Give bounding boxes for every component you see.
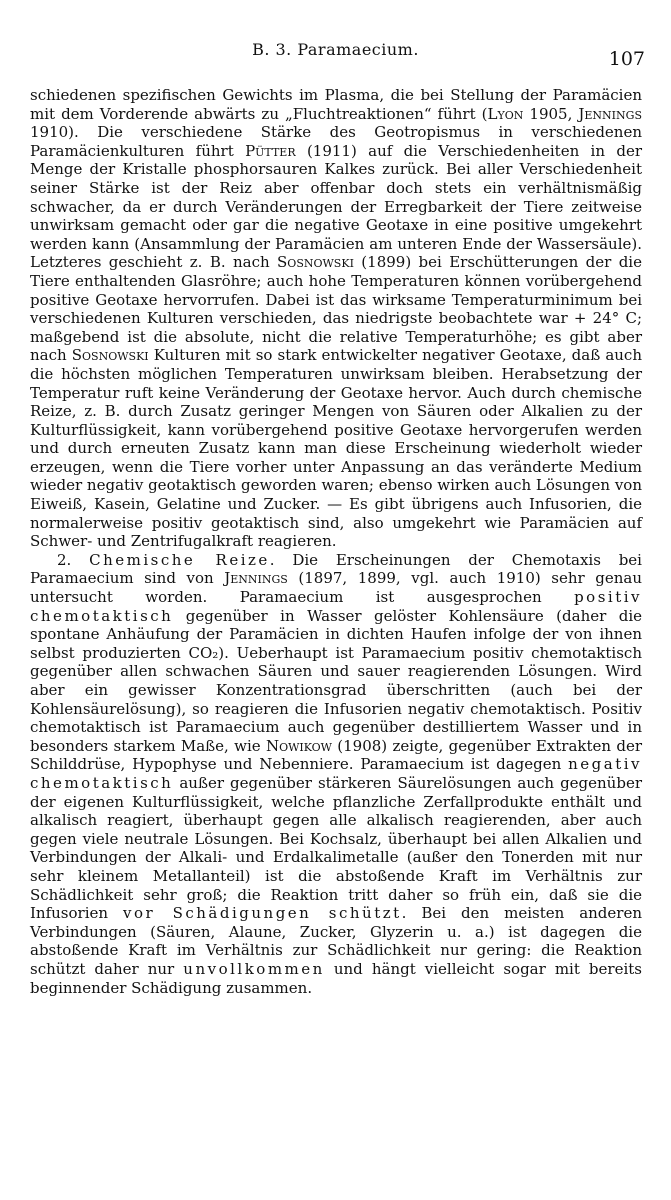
text-run: schiedenen spezifischen Gewichts im Plasma, die bei Stellung der Paramäcien mit dem Vorderende abwärts zu „Fluchtreaktionen“ führt ( [30,86,642,123]
author-name: Sosnowski [71,346,149,365]
paragraph [30,86,642,551]
text-run: 1905, [523,104,579,123]
text-run: und hängt vielleicht sogar mit bereits beginnender Schädigung zusammen. [30,959,642,997]
paragraph [30,551,642,997]
spaced-emphasis: Chemische Reize [89,550,270,569]
author-name: Jennings [224,569,288,588]
spaced-emphasis: positiv chemotaktisch [30,588,642,625]
author-name: Lyon [487,104,524,123]
text-run: (1897, 1899, vgl. auch 1910) sehr genau untersucht worden. Paramaecium ist ausgesprochen [30,569,642,607]
text-run: Kulturen mit so stark entwickelter negativer Geotaxe, daß auch die höchsten möglichen Temperaturen unwirksam bleiben. Herabsetzung der Temperatur ruft keine Veränderung der Geotaxe hervor. Auch durch chemische Reize, z. B. durch Zusatz geringer Mengen von Säuren oder Alkalien zu der Kulturflüssigkeit, kann vorübergehend positive Geotaxe hervorgerufen werden und durch erneuten Zusatz kann man diese Erscheinung wiederholt wieder erzeugen, wenn die Tiere vorher unter Anpassung an das veränderte Medium wieder negativ geotaktisch geworden waren; ebenso wirken auch Lösungen von Eiweiß, Kasein, Gelatine und Zucker. — Es gibt übrigens auch Infusorien, die normalerweise positiv geotaktisch sind, also umgekehrt wie Paramäcien auf Schwer- und Zentrifugalkraft reagieren. [30,346,642,551]
author-name: Jennings [578,104,642,123]
text-run: (1908) zeigte, gegenüber Extrakten der Schilddrüse, Hypophyse und Nebenniere. Paramaecium ist dagegen [30,736,643,774]
text-run: gegenüber in Wasser gelöster Kohlensäure (daher die spontane Anhäufung der Paramäcien in dichten Haufen infolge der von ihnen selbst produzierten CO₂). Ueberhaupt ist Paramaecium positiv chemotaktisch gegenüber allen schwachen Säuren und sauer reagierenden Lösungen. Wird aber ein gewisser Konzentrationsgrad überschritten (auch bei der Kohlensäurelösung), so reagieren die Infusorien negativ chemotaktisch. Positiv chemotaktisch ist Paramaecium auch gegenüber destilliertem Wasser und in besonders starkem Maße, wie [30,606,642,755]
body-text [30,86,642,997]
page-number: 107 [608,48,645,70]
text-run: . Die Erscheinungen der Chemotaxis bei Paramaecium sind von [30,550,642,588]
text-run: 2. [57,550,90,569]
text-run: 1910). Die verschiedene Stärke des Geotropismus in verschiedenen Paramäcienkulturen führt [30,123,642,160]
text-run: außer gegenüber stärkeren Säurelösungen auch gegenüber der eigenen Kulturflüssigkeit, welche pflanzliche Zerfallprodukte enthält und alkalisch reagiert, überhaupt gegen alle alkalisch reagierenden, aber auch gegen viele neutrale Lösungen. Bei Kochsalz, überhaupt bei allen Alkalien und Verbindungen der Alkali- und Erdalkalimetalle (außer den Tonerden mit nur sehr kleinem Metallanteil) ist die abstoßende Kraft im Verhältnis zur Schädlichkeit sehr groß; die Reaktion tritt daher so früh ein, daß sie die Infusorien [30,773,642,923]
spaced-emphasis: negativ chemotaktisch [30,755,642,792]
text-run: (1899) bei Erschütterungen der die Tiere enthaltenden Glasröhre; auch hohe Temperaturen können vorübergehend positive Geotaxe hervorrufen. Dabei ist das wirksame Temperaturminimum bei verschiedenen Kulturen verschieden, das niedrigste beobachtete war + 24° C; maßgebend ist die absolute, nicht die relative Temperaturhöhe; es gibt aber nach [30,253,642,365]
text-run: . Bei den meisten anderen Verbindungen (Säuren, Alaune, Zucker, Glyzerin u. a.) ist dagegen die abstoßende Kraft im Verhältnis zur Schädlichkeit nur gering: die Reaktion schützt daher nur [30,904,642,978]
author-name: Pütter [245,141,296,160]
spaced-emphasis: unvollkommen [183,959,325,978]
spaced-emphasis: vor Schädigungen schützt [122,904,402,923]
text-run: (1911) auf die Verschiedenheiten in der Menge der Kristalle phosphorsauren Kalkes zurück. Bei aller Verschiedenheit seiner Stärke ist der Reiz aber offenbar doch stets ein verhältnismäßig schwacher, da er durch Veränderungen der Erregbarkeit der Tiere zeitweise unwirksam gemacht oder gar die negative Geotaxe in eine positive umgekehrt werden kann (Ansammlung der Paramäcien am unteren Ende der Wassersäule). Letzteres geschieht z. B. nach [30,141,642,272]
running-head: B. 3. Paramaecium. [252,40,419,59]
author-name: Nowikow [265,736,332,755]
author-name: Sosnowski [277,253,354,272]
